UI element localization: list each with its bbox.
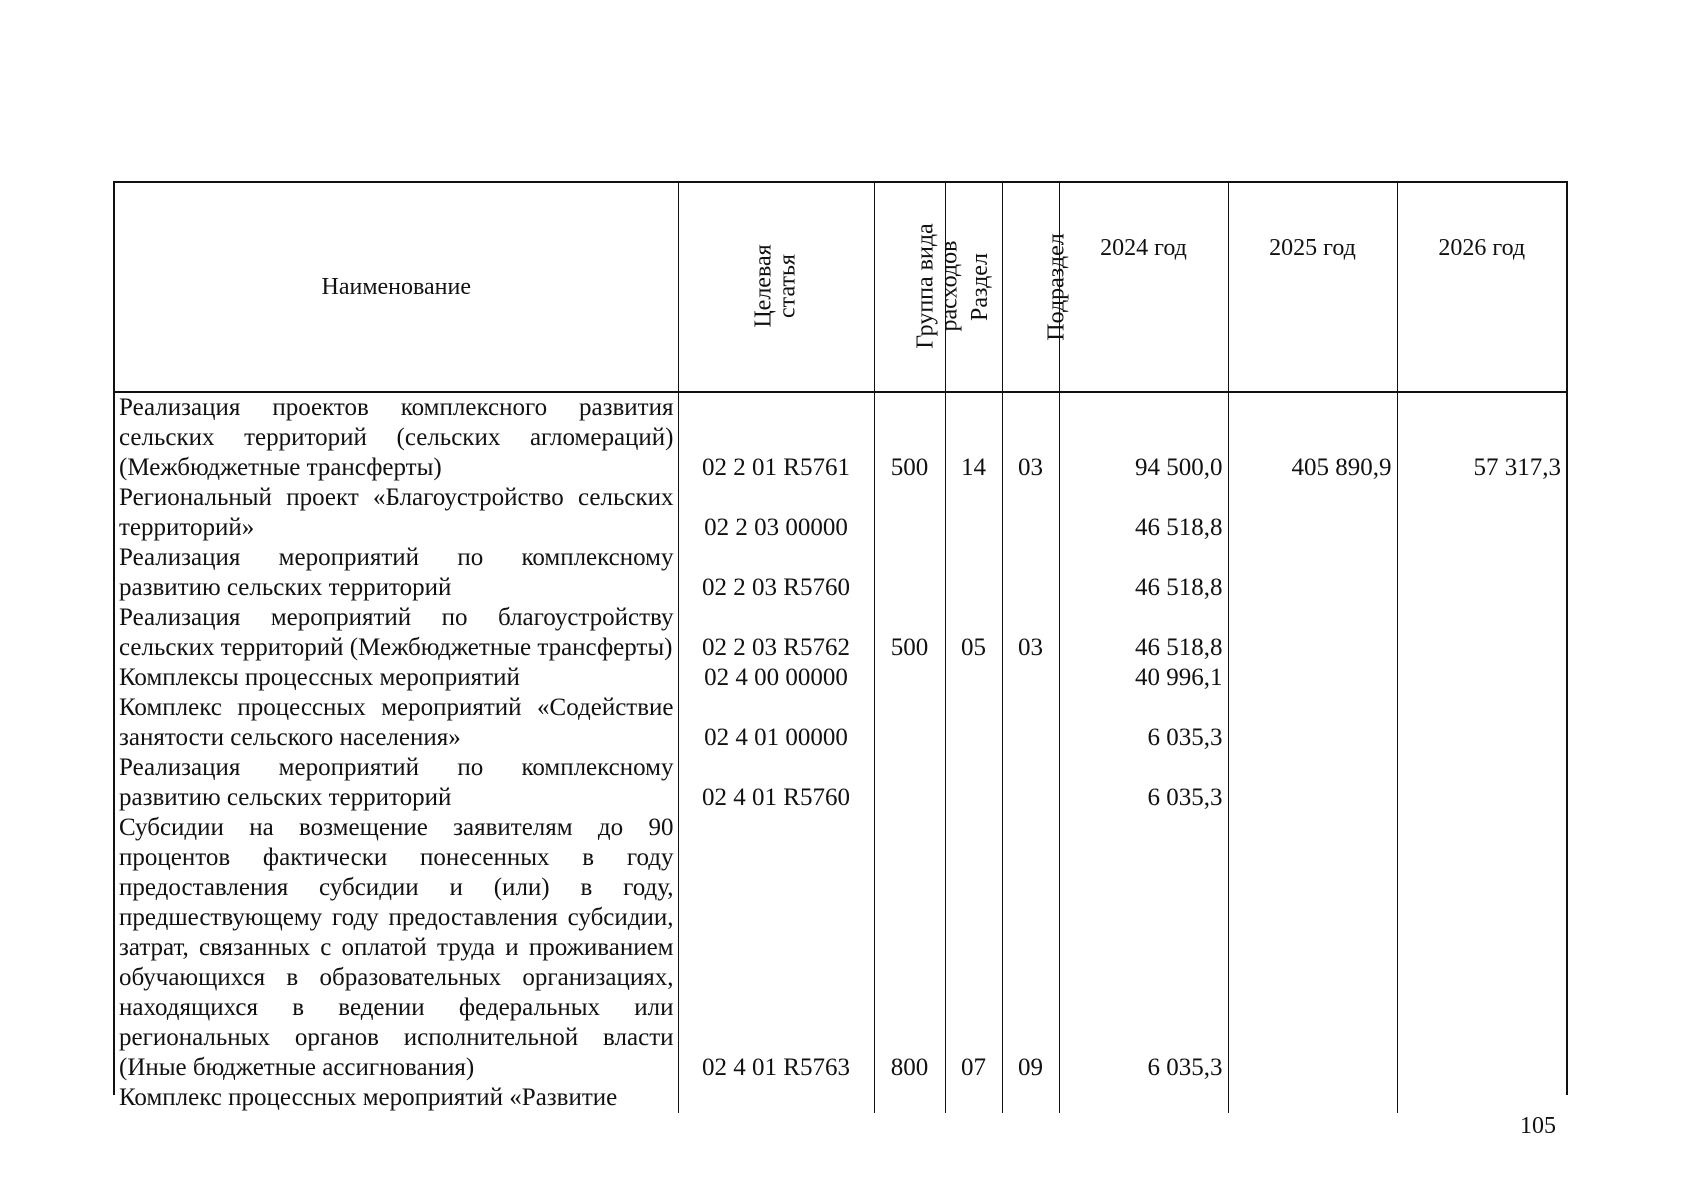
row-subsection: [1002, 543, 1059, 603]
row-group: [874, 753, 945, 813]
row-name: Комплекс процессных мероприятий «Содействие занятости сельского населения»: [115, 693, 678, 753]
row-value-2026: [1397, 813, 1566, 1083]
row-value-2024: [1059, 1083, 1228, 1113]
row-name: Комплекс процессных мероприятий «Развитие: [115, 1083, 678, 1113]
row-name: Региональный проект «Благоустройство сельских территорий»: [115, 483, 678, 543]
budget-table-sheet: [113, 181, 1568, 1111]
row-section: [945, 663, 1002, 693]
row-value-2025: [1228, 753, 1397, 813]
row-group: [874, 483, 945, 543]
header-2025: 2025 год: [1228, 183, 1397, 392]
row-value-2025: [1228, 813, 1397, 1083]
row-value-2026: [1397, 753, 1566, 813]
row-value-2025: 405 890,9: [1228, 392, 1397, 483]
row-value-2024: 94 500,0: [1059, 392, 1228, 483]
row-section: [945, 543, 1002, 603]
row-subsection: 03: [1002, 603, 1059, 663]
budget-table: [115, 183, 1566, 1113]
table-row: [115, 813, 1566, 1083]
row-value-2024: 46 518,8: [1059, 603, 1228, 663]
row-group: [874, 543, 945, 603]
row-code: 02 4 01 R5763: [678, 813, 874, 1083]
row-value-2024: 40 996,1: [1059, 663, 1228, 693]
table-row: [115, 693, 1566, 753]
row-code: 02 2 03 00000: [678, 483, 874, 543]
row-subsection: [1002, 483, 1059, 543]
row-group: [874, 663, 945, 693]
row-code: 02 2 03 R5760: [678, 543, 874, 603]
row-value-2025: [1228, 543, 1397, 603]
row-value-2025: [1228, 663, 1397, 693]
row-subsection: [1002, 753, 1059, 813]
row-section: 07: [945, 813, 1002, 1083]
row-code: 02 4 01 R5760: [678, 753, 874, 813]
row-value-2026: [1397, 543, 1566, 603]
table-row: [115, 543, 1566, 603]
row-section: [945, 753, 1002, 813]
row-value-2025: [1228, 693, 1397, 753]
header-name: Наименование: [115, 183, 678, 392]
row-value-2026: 57 317,3: [1473, 454, 1561, 481]
row-section: [945, 1083, 1002, 1113]
row-code: 02 4 01 00000: [678, 693, 874, 753]
table-row: [115, 603, 1566, 663]
row-section: [945, 693, 1002, 753]
row-code: 02 2 01 R5761: [678, 392, 874, 483]
row-name: Реализация мероприятий по комплексному развитию сельских территорий: [115, 543, 678, 603]
row-subsection: 09: [1002, 813, 1059, 1083]
row-value-2025: [1228, 1083, 1397, 1113]
table-row: [115, 483, 1566, 543]
header-group: Группа вида расходов: [874, 183, 945, 392]
row-group: 800: [874, 813, 945, 1083]
row-section: 05: [945, 603, 1002, 663]
row-section: 14: [945, 392, 1002, 483]
row-name: Субсидии на возмещение заявителям до 90 процентов фактически понесенных в году предоставления субсидии и (или) в году, предшествующему году предоставления субсидии, затрат, связанных с оплатой труда и проживанием обучающихся в образовательных организациях, находящихся в ведении федеральных или региональных органов исполнительной власти (Иные бюджетные ассигнования): [115, 813, 678, 1083]
row-subsection: 03: [1002, 392, 1059, 483]
row-name: Комплексы процессных мероприятий: [115, 663, 678, 693]
table-row: [115, 392, 1566, 483]
header-subsection: Подраздел: [1002, 183, 1059, 392]
row-value-2026: [1397, 693, 1566, 753]
header-row: [115, 183, 1566, 392]
row-value-2026: [1397, 1083, 1566, 1113]
row-value-2024: 6 035,3: [1059, 813, 1228, 1083]
row-group: 500: [874, 603, 945, 663]
row-name: Реализация мероприятий по комплексному развитию сельских территорий: [115, 753, 678, 813]
row-value-2024: 46 518,8: [1059, 543, 1228, 603]
row-subsection: [1002, 1083, 1059, 1113]
header-section: Раздел: [945, 183, 1002, 392]
row-value-2026: [1397, 663, 1566, 693]
row-code: 02 4 00 00000: [678, 663, 874, 693]
row-subsection: [1002, 663, 1059, 693]
table-row: [115, 753, 1566, 813]
row-name: Реализация мероприятий по благоустройству сельских территорий (Межбюджетные трансферты): [115, 603, 678, 663]
row-value-2025: [1228, 483, 1397, 543]
row-group: [874, 1083, 945, 1113]
row-subsection: [1002, 693, 1059, 753]
header-2024: 2024 год: [1059, 183, 1228, 392]
row-group: [874, 693, 945, 753]
row-value-2025: [1228, 603, 1397, 663]
table-body: [115, 392, 1566, 1113]
row-value-2026: [1397, 603, 1566, 663]
row-name: Реализация проектов комплексного развития сельских территорий (сельских агломераций) (Межбюджетные трансферты): [115, 392, 678, 483]
row-value-2024: 6 035,3: [1059, 693, 1228, 753]
row-value-2026: [1397, 483, 1566, 543]
page-number: 105: [1520, 1113, 1556, 1139]
row-code: [678, 1083, 874, 1113]
row-value-2024: 46 518,8: [1059, 483, 1228, 543]
table-row: [115, 663, 1566, 693]
row-section: [945, 483, 1002, 543]
row-value-2024: 6 035,3: [1059, 753, 1228, 813]
header-2026: 2026 год: [1397, 183, 1566, 392]
row-code: 02 2 03 R5762: [678, 603, 874, 663]
header-code: Целевая статья: [678, 183, 874, 392]
table-row: [115, 1083, 1566, 1113]
row-group: 500: [874, 392, 945, 483]
